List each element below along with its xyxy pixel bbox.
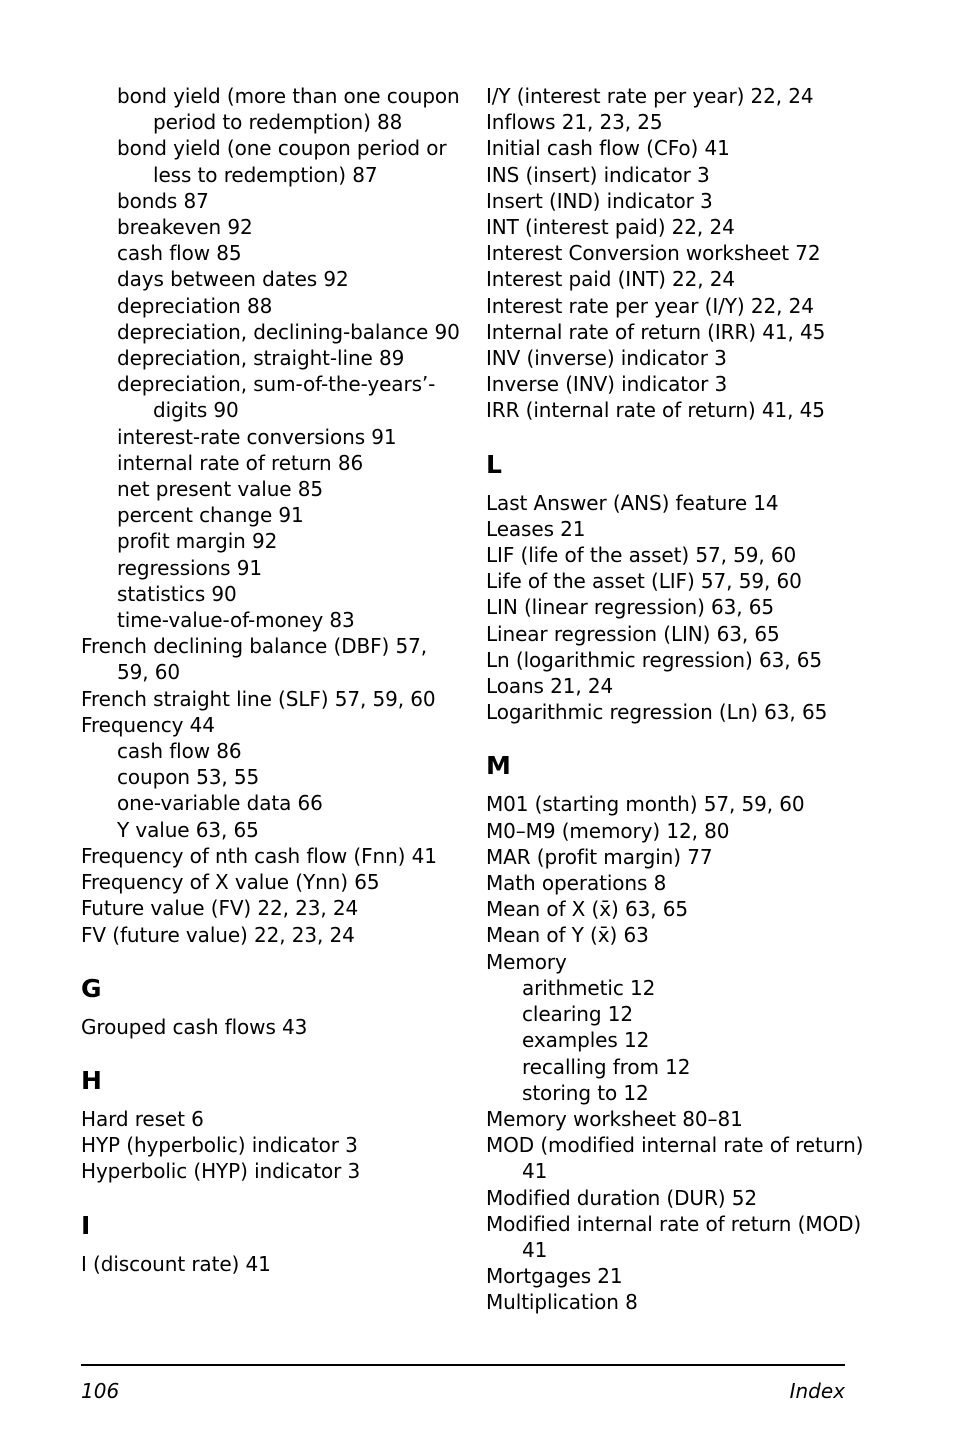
index-column-left	[81, 83, 461, 1277]
index-entry: Leases 21	[486, 516, 586, 541]
index-entry: depreciation 88	[117, 293, 273, 318]
page-number: 106	[81, 1379, 120, 1403]
index-entry: French declining balance (DBF) 57, 59, 60	[81, 634, 428, 685]
index-entry: Inverse (INV) indicator 3	[486, 372, 728, 397]
index-entry: I/Y (interest rate per year) 22, 24	[486, 84, 814, 108]
index-entry: Linear regression (LIN) 63, 65	[486, 621, 780, 646]
i-continued-entries	[486, 83, 866, 424]
index-entry: clearing 12	[522, 1002, 633, 1027]
index-entry: Interest Conversion worksheet 72	[486, 241, 821, 266]
section-letter-m: M	[486, 751, 511, 781]
index-entry: Interest rate per year (I/Y) 22, 24	[486, 293, 814, 318]
index-entry: Y value 63, 65	[117, 817, 259, 842]
f-continued-entries	[81, 83, 461, 948]
index-entry: Future value (FV) 22, 23, 24	[81, 896, 359, 921]
index-entry: Hyperbolic (HYP) indicator 3	[81, 1159, 361, 1184]
index-entry: IRR (internal rate of return) 41, 45	[486, 398, 825, 423]
index-entry: Modified internal rate of return (MOD) 41	[486, 1211, 862, 1262]
index-entry: LIN (linear regression) 63, 65	[486, 595, 775, 620]
index-entry: depreciation, declining-balance 90	[117, 319, 460, 344]
index-entry: Mortgages 21	[486, 1264, 623, 1289]
index-column-right	[486, 83, 866, 1316]
index-entry: Memory	[486, 949, 567, 974]
index-entry: Mean of Y (x̄) 63	[486, 923, 649, 948]
section-letter-g: G	[81, 973, 102, 1003]
index-entry: Math operations 8	[486, 871, 667, 896]
index-entry: bond yield (one coupon period or less to redemption) 87	[117, 136, 447, 187]
index-entry: INT (interest paid) 22, 24	[486, 215, 735, 240]
index-entry: days between dates 92	[117, 267, 349, 292]
index-entry: French straight line (SLF) 57, 59, 60	[81, 686, 436, 711]
index-entry: Insert (IND) indicator 3	[486, 188, 713, 213]
index-entry: cash flow 85	[117, 241, 242, 266]
index-entry: Frequency 44	[81, 712, 215, 737]
index-entry: M01 (starting month) 57, 59, 60	[486, 792, 805, 817]
index-entry: arithmetic 12	[522, 975, 656, 1000]
index-entry: Modified duration (DUR) 52	[486, 1185, 757, 1210]
index-entry: bond yield (more than one coupon period to redemption) 88	[117, 84, 460, 135]
index-entry: cash flow 86	[117, 739, 242, 764]
index-entry: Ln (logarithmic regression) 63, 65	[486, 647, 822, 672]
index-entry: breakeven 92	[117, 215, 253, 240]
index-entry: profit margin 92	[117, 529, 278, 554]
index-entry: MOD (modified internal rate of return) 41	[486, 1133, 864, 1184]
index-entry: Mean of X (x̄) 63, 65	[486, 897, 688, 922]
index-entry: I (discount rate) 41	[81, 1251, 271, 1276]
index-entry: Initial cash flow (CFo) 41	[486, 136, 730, 161]
index-entry: regressions 91	[117, 555, 263, 580]
index-entry: LIF (life of the asset) 57, 59, 60	[486, 543, 797, 568]
footer-divider	[81, 1364, 845, 1366]
index-entry: Hard reset 6	[81, 1106, 204, 1131]
index-entry: Loans 21, 24	[486, 674, 614, 699]
section-letter-h: H	[81, 1065, 102, 1095]
index-entry: Logarithmic regression (Ln) 63, 65	[486, 700, 828, 725]
index-entry: bonds 87	[117, 188, 209, 213]
section-letter-l: L	[486, 449, 502, 479]
index-entry: storing to 12	[522, 1080, 649, 1105]
index-entry: HYP (hyperbolic) indicator 3	[81, 1133, 358, 1158]
index-entry: Frequency of X value (Ynn) 65	[81, 870, 380, 895]
index-entry: MAR (profit margin) 77	[486, 844, 713, 869]
index-entry: time-value-of-money 83	[117, 608, 355, 633]
index-entry: examples 12	[522, 1028, 650, 1053]
index-entry: statistics 90	[117, 581, 237, 606]
index-entry: Internal rate of return (IRR) 41, 45	[486, 319, 826, 344]
index-entry: INS (insert) indicator 3	[486, 162, 710, 187]
index-entry: Frequency of nth cash flow (Fnn) 41	[81, 843, 437, 868]
index-entry: Interest paid (INT) 22, 24	[486, 267, 736, 292]
index-entry: coupon 53, 55	[117, 765, 260, 790]
running-footer-section: Index	[789, 1379, 845, 1403]
index-entry: internal rate of return 86	[117, 450, 364, 475]
index-entry: Last Answer (ANS) feature 14	[486, 490, 779, 515]
index-entry: INV (inverse) indicator 3	[486, 346, 727, 371]
index-entry: depreciation, straight-line 89	[117, 346, 405, 371]
index-entry: percent change 91	[117, 503, 304, 528]
index-entry: recalling from 12	[522, 1054, 691, 1079]
index-entry: M0–M9 (memory) 12, 80	[486, 818, 730, 843]
index-entry: Grouped cash flows 43	[81, 1014, 308, 1039]
index-entry: Life of the asset (LIF) 57, 59, 60	[486, 569, 802, 594]
index-entry: one-variable data 66	[117, 791, 323, 816]
index-entry: Memory worksheet 80–81	[486, 1106, 743, 1131]
index-entry: net present value 85	[117, 477, 323, 502]
index-entry: Inflows 21, 23, 25	[486, 110, 663, 135]
index-entry: interest-rate conversions 91	[117, 424, 397, 449]
index-entry: FV (future value) 22, 23, 24	[81, 922, 355, 947]
index-entry: depreciation, sum-of-the-years’-digits 90	[117, 372, 436, 423]
section-letter-i: I	[81, 1210, 91, 1240]
index-entry: Multiplication 8	[486, 1290, 638, 1315]
